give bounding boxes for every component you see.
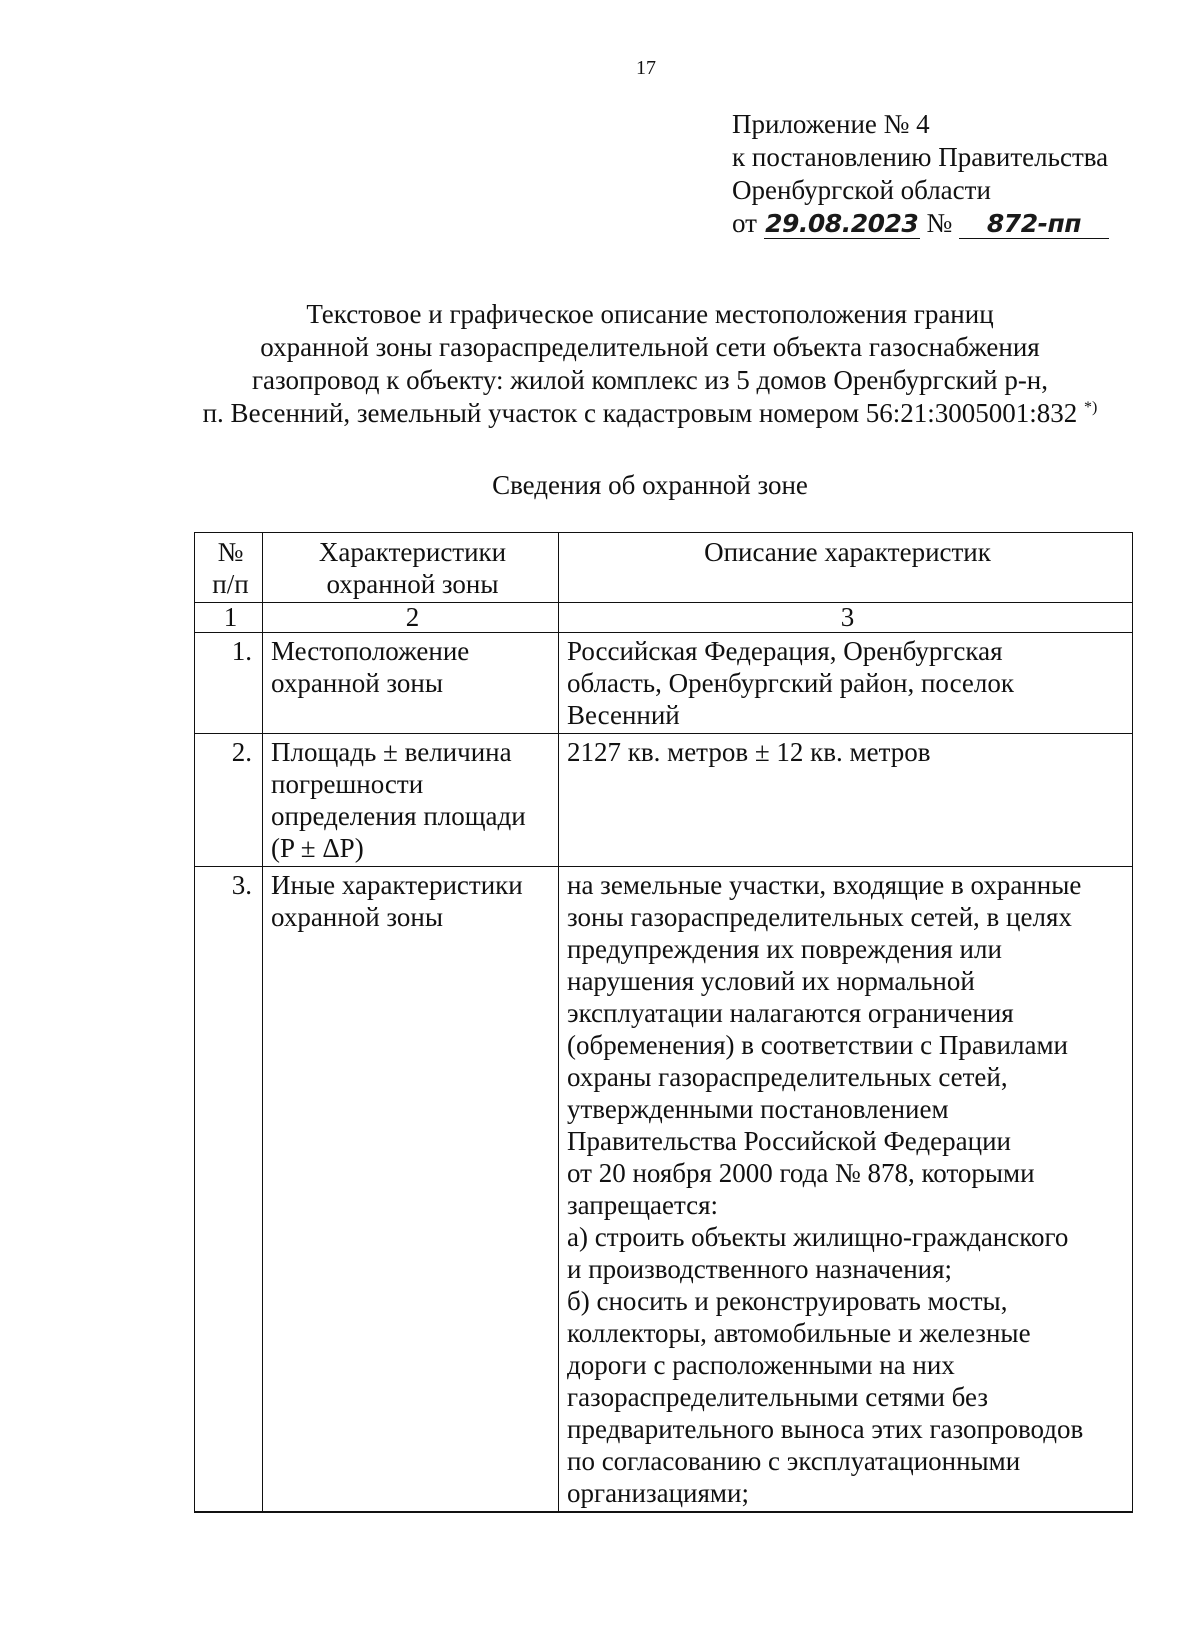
- from-label: от: [732, 208, 757, 238]
- table-row: [195, 633, 1133, 734]
- page-number: 17: [636, 57, 656, 79]
- cell-line: (P ± ΔP): [271, 833, 364, 863]
- table-header-row: [195, 533, 1133, 603]
- title-line-2: охранной зоны газораспределительной сети объекта газоснабжения: [260, 332, 1040, 362]
- row-characteristic: [263, 633, 559, 734]
- cell-line: погрешности: [271, 769, 424, 799]
- cell-line: предварительного выноса этих газопроводов: [567, 1414, 1084, 1444]
- cell-line: Иные характеристики: [271, 870, 523, 900]
- cell-line: охраны газораспределительных сетей,: [567, 1062, 1008, 1092]
- cell-line: по согласованию с эксплуатационными: [567, 1446, 1021, 1476]
- row-characteristic: [263, 867, 559, 1513]
- handwritten-date: 29.08.2023: [765, 209, 919, 238]
- cell-line: охранной зоны: [271, 902, 444, 932]
- column-numbers-row: [195, 603, 1133, 633]
- cell-line: газораспределительными сетями без: [567, 1382, 989, 1412]
- zone-info-table: [194, 532, 1133, 1513]
- cell-line: запрещается:: [567, 1190, 719, 1220]
- cell-line: Весенний: [567, 700, 680, 730]
- cell-line: нарушения условий их нормальной: [567, 966, 975, 996]
- column-number-1: 1: [195, 603, 263, 633]
- handwritten-number: 872-пп: [959, 210, 1109, 239]
- title-line-1: Текстовое и графическое описание местоположения границ: [306, 299, 994, 329]
- cell-line: утвержденными постановлением: [567, 1094, 949, 1124]
- appendix-date-line: [732, 207, 1109, 240]
- cell-line: Российская Федерация, Оренбургская: [567, 636, 1003, 666]
- cell-line: коллекторы, автомобильные и железные: [567, 1318, 1031, 1348]
- row-number: 1.: [195, 633, 263, 734]
- appendix-line-2: к постановлению Правительства: [732, 142, 1109, 172]
- cell-line: предупреждения их повреждения или: [567, 934, 1002, 964]
- number-label: №: [926, 208, 953, 238]
- cell-line: на земельные участки, входящие в охранные: [567, 870, 1082, 900]
- cell-line: эксплуатации налагаются ограничения: [567, 998, 1014, 1028]
- cell-line: Правительства Российской Федерации: [567, 1126, 1011, 1156]
- cell-line: Местоположение: [271, 636, 470, 666]
- cell-line: область, Оренбургский район, поселок: [567, 668, 1014, 698]
- cell-line: б) сносить и реконструировать мосты,: [567, 1286, 1008, 1316]
- row-number: 2.: [195, 734, 263, 867]
- cell-line: 2127 кв. метров ± 12 кв. метров: [567, 737, 931, 767]
- cell-line: дороги с расположенными на них: [567, 1350, 955, 1380]
- cell-line: (обременения) в соответствии с Правилами: [567, 1030, 1068, 1060]
- header-no-line-1: №: [217, 537, 244, 567]
- header-char-line-2: охранной зоны: [326, 569, 499, 599]
- cell-line: определения площади: [271, 801, 526, 831]
- cell-line: организациями;: [567, 1478, 749, 1508]
- document-title: [150, 298, 1150, 430]
- row-description: [559, 867, 1133, 1513]
- title-line-3: газопровод к объекту: жилой комплекс из 5 домов Оренбургский р-н,: [251, 365, 1049, 395]
- footnote-mark: *): [1084, 399, 1098, 416]
- cell-line: зоны газораспределительных сетей, в целях: [567, 902, 1072, 932]
- table-row: [195, 867, 1133, 1513]
- column-number-3: 3: [559, 603, 1133, 633]
- table-row: [195, 734, 1133, 867]
- section-subtitle: Сведения об охранной зоне: [492, 470, 808, 500]
- row-description: [559, 633, 1133, 734]
- appendix-line-3: Оренбургской области: [732, 175, 991, 205]
- cell-line: Площадь ± величина: [271, 737, 512, 767]
- appendix-line-1: Приложение № 4: [732, 109, 930, 139]
- title-line-4-wrap: [150, 397, 1150, 430]
- cell-line: охранной зоны: [271, 668, 444, 698]
- header-char-line-1: Характеристики: [318, 537, 507, 567]
- row-number: 3.: [195, 867, 263, 1513]
- cell-line: а) строить объекты жилищно-гражданского: [567, 1222, 1069, 1252]
- header-no-line-2: п/п: [212, 569, 249, 599]
- title-line-4: п. Весенний, земельный участок с кадастровым номером 56:21:3005001:832: [202, 398, 1078, 428]
- cell-line: от 20 ноября 2000 года № 878, которыми: [567, 1158, 1035, 1188]
- row-characteristic: [263, 734, 559, 867]
- row-description: [559, 734, 1133, 867]
- cell-line: и производственного назначения;: [567, 1254, 953, 1284]
- header-characteristics: [263, 533, 559, 603]
- header-description: Описание характеристик: [559, 533, 1133, 603]
- header-no: [195, 533, 263, 603]
- appendix-header: [732, 108, 1109, 240]
- column-number-2: 2: [263, 603, 559, 633]
